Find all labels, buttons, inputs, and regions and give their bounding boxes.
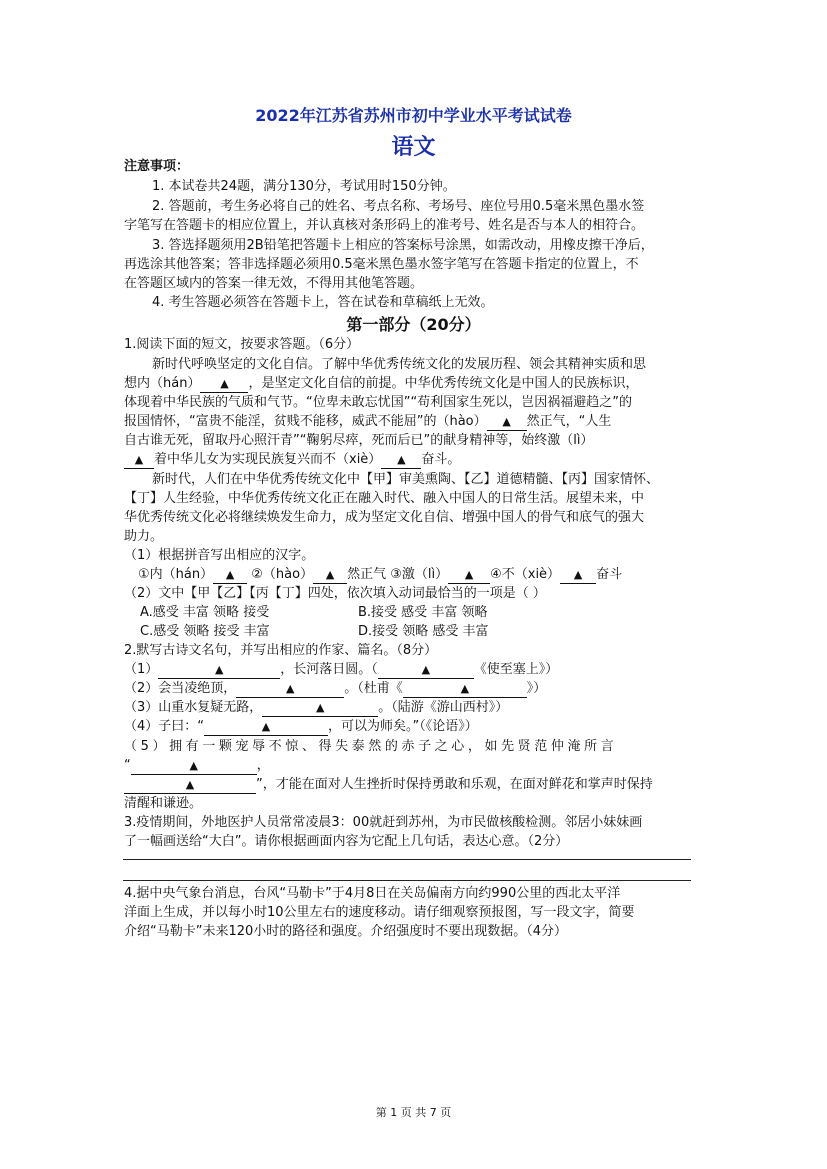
exam-title: 2022年江苏省苏州市初中学业水平考试试卷 [255, 106, 572, 125]
question-stem: 3.疫情期间，外地医护人员常常凌晨3：00就赶到苏州，为市民做核酸检测。邻居小妹妹画 [124, 815, 643, 830]
notice-item: 1. 本试卷共24题，满分130分，考试用时150分钟。 [152, 179, 456, 194]
recite-text: 》） [526, 681, 547, 696]
recite-text: ，可以为师矣。”（《论语》） [328, 719, 478, 734]
pinyin-line [138, 565, 622, 585]
section-heading: 第一部分（20分） [346, 315, 481, 334]
triangle-icon: ▲ [573, 568, 583, 581]
answer-line[interactable] [123, 880, 691, 881]
recite-text: ”，才能在面对人生挫折时保持勇敢和乐观，在面对鲜花和掌声时保持 [256, 777, 653, 792]
passage-line: 体现着中华民族的气质和气节。“位卑未敢忘忧国”“苟利国家生死以，岂因祸福避趋之”的 [124, 395, 632, 410]
answer-blank[interactable] [487, 414, 527, 431]
answer-blank[interactable] [213, 567, 247, 584]
question-stem: 介绍“马勒卡”未来120小时的路径和强度。介绍强度时不要出现数据。（4分） [124, 924, 568, 939]
pinyin-label: ④不（xiè） [490, 567, 561, 582]
pinyin-label: 然正气 ③激（lì） [347, 567, 449, 582]
passage-line [124, 374, 638, 394]
answer-blank[interactable] [124, 452, 154, 469]
answer-line[interactable] [123, 859, 691, 860]
passage-line: 【丁】人生经验，中华优秀传统文化正在融入时代、融入中国人的日常生活。展望未来，中 [124, 491, 645, 506]
passage-line: 自古谁无死，留取丹心照汗青”“鞠躬尽瘁，死而后已”的献身精神等，始终激（lì） [124, 433, 594, 448]
answer-blank[interactable] [158, 662, 280, 679]
pinyin-label: 奋斗 [596, 567, 623, 582]
triangle-icon: ▲ [215, 663, 224, 676]
recite-line [124, 698, 508, 718]
answer-blank[interactable] [313, 567, 347, 584]
answer-blank[interactable] [200, 376, 248, 393]
answer-blank[interactable] [236, 681, 344, 698]
triangle-icon: ▲ [220, 377, 229, 390]
option-c: C.感受 领略 接受 丰富 [140, 624, 270, 639]
answer-blank[interactable] [204, 719, 328, 736]
recite-text: （4）子曰：“ [124, 719, 205, 734]
triangle-icon: ▲ [397, 453, 406, 466]
passage-line: 新时代，人们在中华优秀传统文化中【甲】审美熏陶、【乙】道德精髓、【丙】国家情怀、 [152, 472, 660, 487]
notice-item: 3. 答选择题须用2B铅笔把答题卡上相应的答案标号涂黑，如需改动，用橡皮擦干净后， [152, 238, 654, 253]
answer-blank[interactable] [262, 700, 378, 717]
answer-blank[interactable] [131, 758, 257, 775]
notice-item: 在答题区域内的答案一律无效，不得用其他笔答题。 [124, 276, 424, 291]
recite-text: “ [124, 758, 131, 773]
question-stem: 2.默写古诗文名句，并写出相应的作家、篇名。（8分） [124, 643, 438, 658]
question-stem: 了一幅画送给“大白”。请你根据画面内容为它配上几句话，表达心意。（2分） [124, 834, 569, 849]
recite-text: ，长河落日圆。（ [280, 662, 378, 677]
subject-title: 语文 [391, 135, 436, 160]
passage-line: 新时代呼唤坚定的文化自信。了解中华优秀传统文化的发展历程、领会其精神实质和思 [152, 357, 647, 372]
triangle-icon: ▲ [225, 568, 235, 581]
notice-item: 字笔写在答题卡的相应位置上，并认真核对条形码上的准考号、姓名是否与本人的相符合。 [124, 218, 645, 233]
triangle-icon: ▲ [134, 453, 144, 466]
recite-line: （5）拥有一颗宠辱不惊、得失泰然的赤子之心，如先贤范仲淹所言 [124, 739, 618, 754]
triangle-icon: ▲ [464, 568, 474, 581]
triangle-icon: ▲ [261, 720, 271, 733]
passage-line: 助力。 [124, 529, 164, 544]
triangle-icon: ▲ [189, 759, 198, 772]
recite-line [124, 679, 546, 699]
recite-text: 《使至塞上》） [473, 662, 559, 677]
subquestion: （1）根据拼音写出相应的汉字。 [124, 548, 315, 563]
answer-blank[interactable] [124, 777, 256, 794]
option-a: A.感受 丰富 领略 接受 [140, 605, 270, 620]
passage-text: 报国情怀，“富贵不能淫，贫贱不能移，威武不能屈”的（hào） [124, 414, 487, 429]
answer-blank[interactable] [378, 662, 474, 679]
recite-line [124, 717, 478, 737]
passage-text: 想内（hán） [124, 376, 201, 391]
answer-blank[interactable] [381, 452, 421, 469]
passage-line [124, 412, 611, 432]
notice-item: 再选涂其他答案；答非选择题必须用0.5毫米黑色墨水签字笔写在答题卡指定的位置上，不 [124, 257, 639, 272]
recite-text: 。（杜甫《 [344, 681, 403, 696]
recite-line [124, 660, 558, 680]
page-footer: 第 1 页 共 7 页 [375, 1106, 452, 1119]
recite-text: （2）会当凌绝顶， [124, 681, 237, 696]
option-b: B.接受 感受 丰富 领略 [358, 605, 488, 620]
recite-line [124, 756, 270, 776]
triangle-icon: ▲ [325, 568, 335, 581]
triangle-icon: ▲ [460, 682, 470, 695]
triangle-icon: ▲ [316, 701, 325, 714]
triangle-icon: ▲ [421, 663, 431, 676]
notice-item: 2. 答题前，考生务必将自己的姓名、考点名称、考场号、座位号用0.5毫米黑色墨水签 [152, 199, 645, 214]
notice-heading: 注意事项： [124, 159, 190, 174]
passage-line: 华优秀传统文化必将继续焕发生命力，成为坚定文化自信、增强中国人的骨气和底气的强大 [124, 510, 645, 525]
recite-line [124, 775, 653, 795]
option-d: D.接受 领略 感受 丰富 [358, 624, 489, 639]
triangle-icon: ▲ [185, 778, 195, 791]
triangle-icon: ▲ [286, 682, 295, 695]
passage-line [124, 450, 460, 470]
answer-blank[interactable] [448, 567, 490, 584]
question-stem: 洋面上生成，并以每小时10公里左右的速度移动。请仔细观察预报图，写一段文字，简要 [124, 905, 635, 920]
notice-item: 4. 考生答题必须答在答题卡上，答在试卷和草稿纸上无效。 [152, 295, 494, 310]
passage-text: 奋斗。 [421, 452, 461, 467]
recite-text: 。（陆游《游山西村》） [378, 700, 509, 715]
recite-text: （1） [124, 662, 159, 677]
recite-line: 清醒和谦逊。 [124, 796, 203, 811]
pinyin-label: ②（hào） [251, 567, 314, 582]
question-stem: 4.据中央气象台消息，台风“马勒卡”于4月8日在关岛偏南方向约990公里的西北太平洋 [124, 886, 621, 901]
triangle-icon: ▲ [502, 415, 511, 428]
recite-text: （3）山重水复疑无路， [124, 700, 263, 715]
answer-blank[interactable] [403, 681, 527, 698]
answer-blank[interactable] [560, 567, 596, 584]
pinyin-label: ①内（hán） [138, 567, 214, 582]
passage-text: 然正气，“人生 [526, 414, 612, 429]
passage-text: 着中华儿女为实现民族复兴而不（xiè） [154, 452, 382, 467]
subquestion: （2）文中【甲【乙】【丙【丁】四处，依次填入动词最恰当的一项是（ ） [124, 586, 546, 601]
recite-text: ， [256, 758, 270, 773]
passage-text: ，是坚定文化自信的前提。中华优秀传统文化是中国人的民族标识， [248, 376, 639, 391]
question-stem: 1.阅读下面的短文，按要求答题。（6分） [124, 337, 360, 352]
